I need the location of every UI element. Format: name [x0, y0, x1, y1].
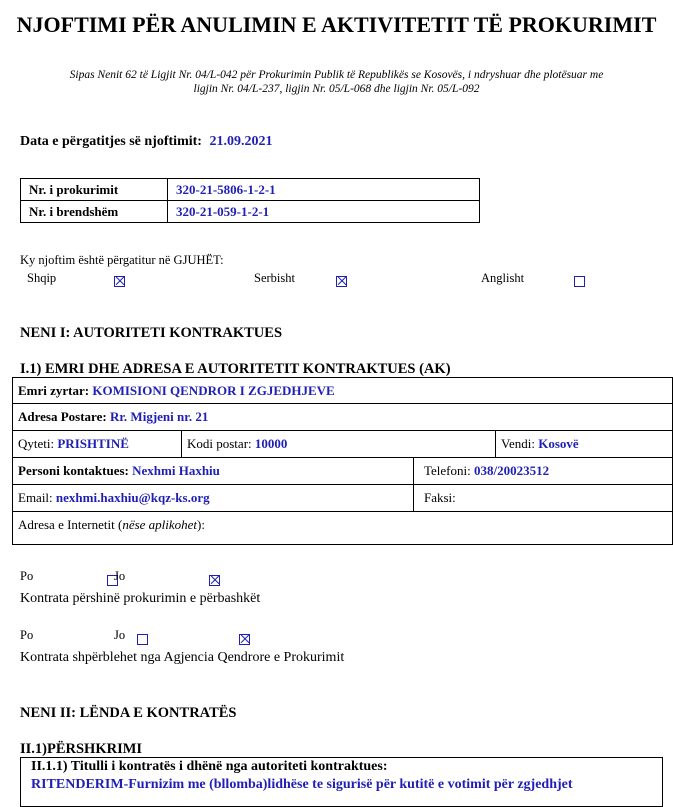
city-row	[13, 431, 672, 458]
central-jo-label: Jo	[114, 628, 126, 642]
legal-basis-line1: Sipas Nenit 62 të Ligjit Nr. 04/L-042 për Prokurimin Publik të Republikës se Kosovës, i ndryshuar dhe plotësuar me	[69, 69, 604, 81]
contract-title-box	[20, 757, 663, 807]
email-value: nexhmi.haxhiu@kqz-ks.org	[55, 490, 210, 505]
phone-label: Telefoni:	[424, 463, 471, 478]
joint-jo-label: Jo	[114, 569, 126, 583]
legal-basis-line2: ligjin Nr. 04/L-237, ligjin Nr. 05/L-068 dhe ligjin Nr. 05/L-092	[193, 83, 480, 95]
date-label: Data e përgatitjes së njoftimit:	[20, 134, 202, 149]
internal-number-value: 320-21-059-1-2-1	[168, 201, 480, 223]
contact-person	[13, 458, 413, 484]
central-po-checkbox[interactable]	[137, 634, 148, 645]
date-value: 21.09.2021	[209, 134, 273, 149]
procurement-numbers-table	[20, 178, 480, 223]
central-jo-checkbox[interactable]	[239, 634, 250, 645]
section-2-1-heading: II.1)PËRSHKRIMI	[20, 741, 143, 757]
official-name: Emri zyrtar: KOMISIONI QENDROR I ZGJEDHJEVE	[18, 383, 335, 398]
language-shqip-checkbox[interactable]	[114, 276, 125, 287]
language-intro: Ky njoftim është përgatitur në GJUHËT:	[20, 253, 224, 267]
fax	[413, 485, 672, 511]
contact-value: Nexhmi Haxhiu	[132, 463, 220, 478]
country	[495, 431, 672, 457]
page-title: NJOFTIMI PËR ANULIMIN E AKTIVITETIT TË PROKURIMIT	[16, 12, 657, 37]
postcode-value: 10000	[254, 436, 288, 451]
phone-value: 038/20023512	[474, 463, 550, 478]
official-name-row	[13, 378, 672, 404]
internal-number-label: Nr. i brendshëm	[21, 201, 168, 223]
procurement-number-row	[21, 179, 480, 201]
country-label: Vendi:	[501, 436, 535, 451]
postcode	[181, 431, 495, 457]
language-serbisht-label: Serbisht	[254, 271, 295, 285]
city	[13, 431, 181, 457]
procurement-number-label: Nr. i prokurimit	[21, 179, 168, 201]
email-row	[13, 485, 672, 512]
contract-title-label: II.1.1) Titulli i kontratës i dhënë nga autoriteti kontraktues:	[31, 759, 388, 774]
contact-label: Personi kontaktues:	[18, 463, 129, 478]
central-po-label: Po	[20, 628, 34, 642]
language-anglisht-checkbox[interactable]	[574, 276, 585, 287]
central-agency-text: Kontrata shpërblehet nga Agjencia Qendrore e Prokurimit	[20, 650, 345, 665]
city-label: Qyteti:	[18, 436, 55, 451]
section-1-1-heading: I.1) EMRI DHE ADRESA E AUTORITETIT KONTRAKTUES (AK)	[20, 361, 451, 377]
joint-po-label: Po	[20, 569, 34, 583]
official-name-label: Emri zyrtar	[18, 383, 85, 398]
language-serbisht-checkbox[interactable]	[336, 276, 347, 287]
city-value: PRISHTINË	[57, 436, 129, 451]
section-2-heading: NENI II: LËNDA E KONTRATËS	[20, 705, 237, 721]
language-shqip-label: Shqip	[27, 271, 57, 285]
preparation-date	[20, 134, 272, 150]
internet-label: Adresa e Internetit (	[18, 517, 123, 532]
procurement-number-value: 320-21-5806-1-2-1	[168, 179, 480, 201]
postal-address: Adresa Postare: Rr. Migjeni nr. 21	[18, 409, 209, 424]
postal-address-value: Rr. Migjeni nr. 21	[109, 409, 209, 424]
legal-basis	[30, 68, 643, 96]
postal-address-label: Adresa Postare	[18, 409, 103, 424]
authority-box	[12, 377, 673, 545]
email	[13, 485, 413, 511]
country-value: Kosovë	[538, 436, 579, 451]
official-name-value: KOMISIONI QENDROR I ZGJEDHJEVE	[92, 383, 335, 398]
postcode-label: Kodi postar:	[187, 436, 252, 451]
internet-address	[13, 512, 205, 538]
contract-title-value: RITENDERIM-Furnizim me (bllomba)lidhëse te sigurisë për kutitë e votimit për zgjedhjet	[31, 777, 573, 792]
joint-jo-checkbox[interactable]	[209, 575, 220, 586]
postal-address-row	[13, 404, 672, 431]
fax-label: Faksi:	[424, 490, 456, 505]
internet-end: ):	[197, 517, 205, 532]
joint-procurement-text: Kontrata përshinë prokurimin e përbashkët	[20, 591, 261, 606]
contact-row	[13, 458, 672, 485]
email-label: Email:	[18, 490, 53, 505]
internet-italic: nëse aplikohet	[122, 517, 198, 532]
section-1-heading: NENI I: AUTORITETI KONTRAKTUES	[20, 325, 283, 341]
phone	[413, 458, 672, 484]
internal-number-row	[21, 201, 480, 223]
language-anglisht-label: Anglisht	[481, 271, 525, 285]
